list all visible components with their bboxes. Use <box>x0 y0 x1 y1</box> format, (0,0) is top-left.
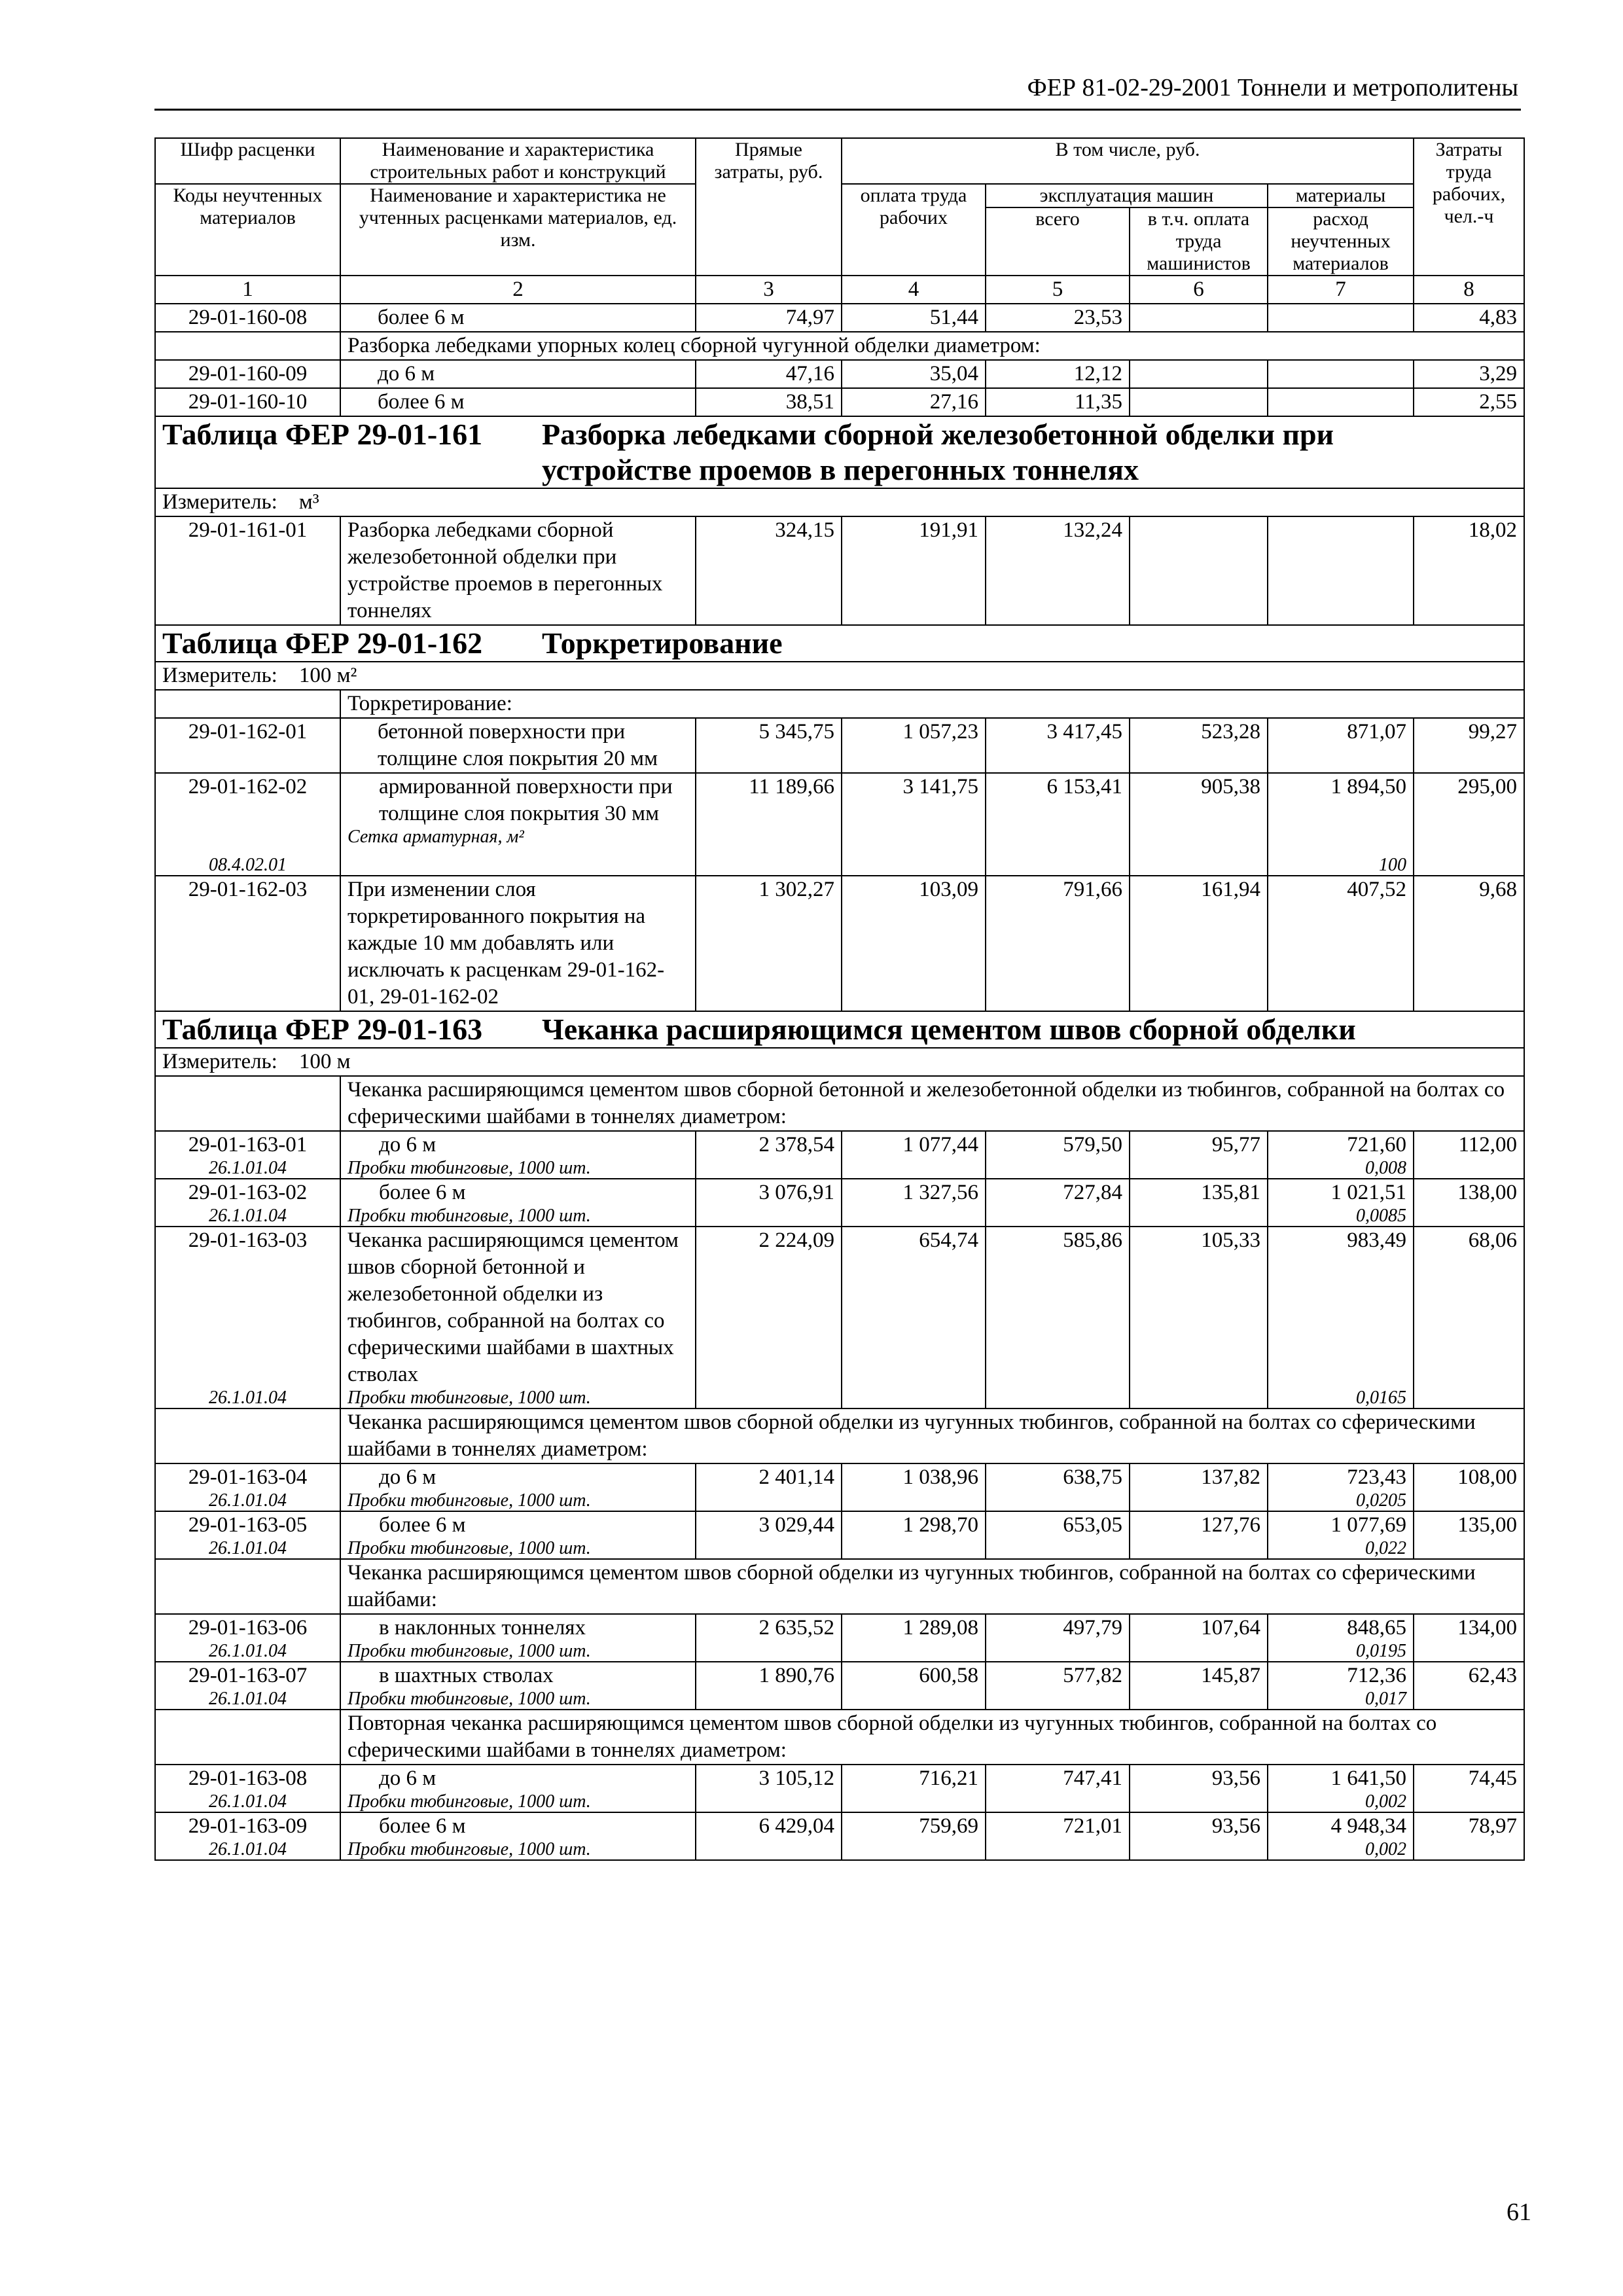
rate-code: 29-01-163-02 <box>188 1181 308 1204</box>
table-section-heading <box>155 416 1524 488</box>
material-code: 26.1.01.04 <box>209 1388 287 1408</box>
direct-cost: 74,97 <box>696 304 842 332</box>
direct-cost: 324,15 <box>696 516 842 625</box>
col-number: 7 <box>1268 276 1414 304</box>
group-row <box>155 1559 1524 1614</box>
machines-total: 747,41 <box>986 1765 1130 1812</box>
rates-table <box>154 137 1525 1861</box>
group-caption: Чеканка расширяющимся цементом швов сборной обделки из чугунных тюбингов, собранной на болтах со сферическими шайбами: <box>340 1559 1524 1614</box>
direct-cost: 2 224,09 <box>696 1227 842 1408</box>
material-qty: 0,0165 <box>1356 1388 1407 1408</box>
machines-wages <box>1130 388 1268 416</box>
group-row <box>155 1710 1524 1765</box>
material-name: Пробки тюбинговые, 1000 шт. <box>348 1388 591 1408</box>
measure-row <box>155 1048 1524 1076</box>
col-machines-total-header: всего <box>986 207 1130 276</box>
material-qty: 100 <box>1379 855 1407 875</box>
table-title: Торкретирование <box>542 626 783 660</box>
table-row <box>155 388 1524 416</box>
measure-unit: 100 м <box>298 1050 351 1073</box>
table-row <box>155 773 1524 876</box>
machines-wages: 93,56 <box>1130 1765 1268 1812</box>
wages: 1 298,70 <box>842 1511 986 1559</box>
rate-code: 29-01-163-01 <box>188 1133 308 1157</box>
wages: 1 289,08 <box>842 1614 986 1662</box>
labor: 134,00 <box>1414 1614 1524 1662</box>
materials: 1 641,50 <box>1330 1767 1407 1790</box>
table-label: Таблица ФЕР 29-01-161 <box>162 418 483 451</box>
material-code: 26.1.01.04 <box>209 1206 287 1226</box>
wages: 654,74 <box>842 1227 986 1408</box>
material-name: Пробки тюбинговые, 1000 шт. <box>348 1206 591 1226</box>
direct-cost: 11 189,66 <box>696 773 842 876</box>
wages: 191,91 <box>842 516 986 625</box>
rate-code: 29-01-160-08 <box>155 304 340 332</box>
material-code: 26.1.01.04 <box>209 1791 287 1812</box>
rate-name: более 6 м <box>379 1181 466 1204</box>
rate-code: 29-01-163-05 <box>188 1513 308 1537</box>
rate-code: 29-01-161-01 <box>155 516 340 625</box>
labor: 68,06 <box>1414 1227 1524 1408</box>
machines-wages: 107,64 <box>1130 1614 1268 1662</box>
rate-code: 29-01-162-01 <box>155 718 340 773</box>
rate-name: до 6 м <box>379 1465 437 1489</box>
col-incl-header: В том числе, руб. <box>842 138 1414 184</box>
running-header: ФЕР 81-02-29-2001 Тоннели и метрополитены <box>1027 74 1518 101</box>
material-code: 26.1.01.04 <box>209 1641 287 1661</box>
rate-name: Чеканка расширяющимся цементом швов сборной бетонной и железобетонной обделки из тюбингов, собранной на болтах со сферическими шайбами в шахтных стволах <box>348 1229 679 1386</box>
machines-total: 132,24 <box>986 516 1130 625</box>
material-name: Пробки тюбинговые, 1000 шт. <box>348 1689 591 1709</box>
wages: 103,09 <box>842 876 986 1011</box>
materials: 4 948,34 <box>1330 1814 1407 1838</box>
materials: 721,60 <box>1347 1133 1407 1157</box>
wages: 51,44 <box>842 304 986 332</box>
col-code-sub-header: Коды неучтенных материалов <box>155 184 340 276</box>
table-row <box>155 1131 1524 1179</box>
machines-total: 12,12 <box>986 360 1130 388</box>
labor: 295,00 <box>1414 773 1524 876</box>
machines-wages <box>1130 516 1268 625</box>
table-row <box>155 1765 1524 1812</box>
col-direct-header: Прямые затраты, руб. <box>696 138 842 276</box>
table-row <box>155 1662 1524 1710</box>
group-row <box>155 1408 1524 1463</box>
material-qty: 0,0085 <box>1356 1206 1407 1226</box>
materials: 848,65 <box>1347 1616 1407 1640</box>
labor: 18,02 <box>1414 516 1524 625</box>
rate-code: 29-01-163-09 <box>188 1814 308 1838</box>
table-row <box>155 876 1524 1011</box>
table-label: Таблица ФЕР 29-01-162 <box>162 626 483 660</box>
wages: 759,69 <box>842 1812 986 1860</box>
table-row <box>155 1463 1524 1511</box>
rate-name: более 6 м <box>340 304 696 332</box>
labor: 108,00 <box>1414 1463 1524 1511</box>
machines-total: 577,82 <box>986 1662 1130 1710</box>
table-row <box>155 516 1524 625</box>
col-number: 5 <box>986 276 1130 304</box>
machines-total: 721,01 <box>986 1812 1130 1860</box>
measure-label: Измеритель: <box>162 490 277 514</box>
direct-cost: 3 105,12 <box>696 1765 842 1812</box>
material-qty: 0,017 <box>1365 1689 1407 1709</box>
col-name-header: Наименование и характеристика строительных работ и конструкций <box>340 138 696 184</box>
table-row <box>155 1179 1524 1227</box>
machines-total: 579,50 <box>986 1131 1130 1179</box>
rate-name: более 6 м <box>340 388 696 416</box>
table-label: Таблица ФЕР 29-01-163 <box>162 1013 483 1046</box>
material-qty: 0,0205 <box>1356 1490 1407 1511</box>
header-rule <box>154 109 1521 111</box>
wages: 1 057,23 <box>842 718 986 773</box>
materials: 983,49 <box>1347 1229 1407 1252</box>
col-number: 1 <box>155 276 340 304</box>
col-number: 3 <box>696 276 842 304</box>
material-name: Пробки тюбинговые, 1000 шт. <box>348 1538 591 1558</box>
direct-cost: 47,16 <box>696 360 842 388</box>
direct-cost: 2 378,54 <box>696 1131 842 1179</box>
direct-cost: 2 401,14 <box>696 1463 842 1511</box>
rate-name: более 6 м <box>379 1814 466 1838</box>
table-header-row-1 <box>155 138 1524 184</box>
rate-code: 29-01-163-03 <box>188 1229 308 1252</box>
table-section-heading <box>155 625 1524 662</box>
machines-wages: 137,82 <box>1130 1463 1268 1511</box>
col-labor-header: Затраты труда рабочих, чел.-ч <box>1414 138 1524 276</box>
table-row <box>155 718 1524 773</box>
materials <box>1268 304 1414 332</box>
table-row <box>155 304 1524 332</box>
rate-code: 29-01-162-02 <box>188 775 308 798</box>
labor: 112,00 <box>1414 1131 1524 1179</box>
material-code: 26.1.01.04 <box>209 1158 287 1178</box>
measure-label: Измеритель: <box>162 1050 277 1073</box>
machines-wages: 905,38 <box>1130 773 1268 876</box>
direct-cost: 5 345,75 <box>696 718 842 773</box>
materials <box>1268 388 1414 416</box>
labor: 74,45 <box>1414 1765 1524 1812</box>
group-row <box>155 690 1524 718</box>
labor: 99,27 <box>1414 718 1524 773</box>
materials: 723,43 <box>1347 1465 1407 1489</box>
col-code-header: Шифр расценки <box>155 138 340 184</box>
material-qty: 0,008 <box>1365 1158 1407 1178</box>
labor: 135,00 <box>1414 1511 1524 1559</box>
direct-cost: 1 890,76 <box>696 1662 842 1710</box>
rate-name: бетонной поверхности при толщине слоя покрытия 20 мм <box>340 718 696 773</box>
material-name: Пробки тюбинговые, 1000 шт. <box>348 1490 591 1511</box>
labor: 9,68 <box>1414 876 1524 1011</box>
machines-wages: 105,33 <box>1130 1227 1268 1408</box>
materials <box>1268 360 1414 388</box>
col-number: 2 <box>340 276 696 304</box>
rate-code: 29-01-163-06 <box>188 1616 308 1640</box>
wages: 600,58 <box>842 1662 986 1710</box>
labor: 4,83 <box>1414 304 1524 332</box>
direct-cost: 38,51 <box>696 388 842 416</box>
direct-cost: 2 635,52 <box>696 1614 842 1662</box>
page-number: 61 <box>1507 2198 1531 2226</box>
rate-code: 29-01-163-07 <box>188 1664 308 1687</box>
wages: 1 077,44 <box>842 1131 986 1179</box>
rate-name: в наклонных тоннелях <box>379 1616 586 1640</box>
table-row <box>155 1614 1524 1662</box>
machines-total: 653,05 <box>986 1511 1130 1559</box>
materials: 407,52 <box>1268 876 1414 1011</box>
col-wages-header: оплата труда рабочих <box>842 184 986 276</box>
rate-code: 29-01-160-10 <box>155 388 340 416</box>
machines-wages: 145,87 <box>1130 1662 1268 1710</box>
machines-wages: 161,94 <box>1130 876 1268 1011</box>
rate-name: При изменении слоя торкретированного покрытия на каждые 10 мм добавлять или исключать к расценкам 29-01-162-01, 29-01-162-02 <box>340 876 696 1011</box>
machines-total: 727,84 <box>986 1179 1130 1227</box>
wages: 1 038,96 <box>842 1463 986 1511</box>
wages: 1 327,56 <box>842 1179 986 1227</box>
material-name: Сетка арматурная, м² <box>348 827 524 847</box>
wages: 716,21 <box>842 1765 986 1812</box>
machines-total: 6 153,41 <box>986 773 1130 876</box>
machines-wages: 93,56 <box>1130 1812 1268 1860</box>
material-name: Пробки тюбинговые, 1000 шт. <box>348 1641 591 1661</box>
group-caption: Чеканка расширяющимся цементом швов сборной обделки из чугунных тюбингов, собранной на болтах со сферическими шайбами в тоннелях диаметром: <box>340 1408 1524 1463</box>
rate-name: до 6 м <box>340 360 696 388</box>
rate-code: 29-01-163-08 <box>188 1767 308 1790</box>
col-machines-header: эксплуатация машин <box>986 184 1268 207</box>
rate-name: армированной поверхности при толщине слоя покрытия 30 мм <box>379 775 673 825</box>
labor: 62,43 <box>1414 1662 1524 1710</box>
direct-cost: 3 029,44 <box>696 1511 842 1559</box>
group-caption: Разборка лебедками упорных колец сборной чугунной обделки диаметром: <box>340 332 1524 360</box>
material-code: 08.4.02.01 <box>209 855 287 875</box>
rate-name: до 6 м <box>379 1767 437 1790</box>
material-qty: 0,0195 <box>1356 1641 1407 1661</box>
machines-total: 11,35 <box>986 388 1130 416</box>
measure-row <box>155 662 1524 690</box>
table-row <box>155 1227 1524 1408</box>
machines-total: 791,66 <box>986 876 1130 1011</box>
col-materials-header: материалы <box>1268 184 1414 207</box>
machines-wages: 95,77 <box>1130 1131 1268 1179</box>
table-title: Чеканка расширяющимся цементом швов сборной обделки <box>542 1013 1356 1046</box>
labor: 138,00 <box>1414 1179 1524 1227</box>
group-caption: Торкретирование: <box>340 690 1524 718</box>
materials: 1 894,50 <box>1330 775 1407 798</box>
materials: 1 077,69 <box>1330 1513 1407 1537</box>
rate-code: 29-01-163-04 <box>188 1465 308 1489</box>
table-title-cont: устройстве проемов в перегонных тоннелях <box>542 453 1139 486</box>
measure-row <box>155 488 1524 516</box>
material-code: 26.1.01.04 <box>209 1490 287 1511</box>
group-row <box>155 332 1524 360</box>
table-section-heading <box>155 1011 1524 1048</box>
measure-label: Измеритель: <box>162 664 277 687</box>
machines-total: 497,79 <box>986 1614 1130 1662</box>
col-materials-sub-header: расход неучтенных материалов <box>1268 207 1414 276</box>
labor: 3,29 <box>1414 360 1524 388</box>
machines-wages: 523,28 <box>1130 718 1268 773</box>
material-qty: 0,002 <box>1365 1791 1407 1812</box>
wages: 3 141,75 <box>842 773 986 876</box>
table-row <box>155 360 1524 388</box>
rate-name: в шахтных стволах <box>379 1664 554 1687</box>
col-name-sub-header: Наименование и характеристика не учтенных расценками материалов, ед. изм. <box>340 184 696 276</box>
rate-name: Разборка лебедками сборной железобетонной обделки при устройстве проемов в перегонных тоннелях <box>340 516 696 625</box>
rate-code: 29-01-162-03 <box>155 876 340 1011</box>
material-code: 26.1.01.04 <box>209 1839 287 1859</box>
table-row <box>155 1511 1524 1559</box>
column-numbers-row <box>155 276 1524 304</box>
material-qty: 0,022 <box>1365 1538 1407 1558</box>
machines-wages <box>1130 304 1268 332</box>
direct-cost: 3 076,91 <box>696 1179 842 1227</box>
measure-unit: 100 м² <box>298 664 357 687</box>
col-machines-wages-header: в т.ч. оплата труда машинистов <box>1130 207 1268 276</box>
materials: 712,36 <box>1347 1664 1407 1687</box>
direct-cost: 6 429,04 <box>696 1812 842 1860</box>
material-code: 26.1.01.04 <box>209 1689 287 1709</box>
machines-wages: 127,76 <box>1130 1511 1268 1559</box>
labor: 2,55 <box>1414 388 1524 416</box>
machines-total: 3 417,45 <box>986 718 1130 773</box>
material-code: 26.1.01.04 <box>209 1538 287 1558</box>
measure-unit: м³ <box>298 490 319 514</box>
table-row <box>155 1812 1524 1860</box>
machines-total: 585,86 <box>986 1227 1130 1408</box>
machines-wages: 135,81 <box>1130 1179 1268 1227</box>
material-name: Пробки тюбинговые, 1000 шт. <box>348 1158 591 1178</box>
wages: 27,16 <box>842 388 986 416</box>
materials: 1 021,51 <box>1330 1181 1407 1204</box>
col-number: 8 <box>1414 276 1524 304</box>
direct-cost: 1 302,27 <box>696 876 842 1011</box>
labor: 78,97 <box>1414 1812 1524 1860</box>
col-number: 6 <box>1130 276 1268 304</box>
machines-total: 638,75 <box>986 1463 1130 1511</box>
wages: 35,04 <box>842 360 986 388</box>
materials: 871,07 <box>1268 718 1414 773</box>
col-number: 4 <box>842 276 986 304</box>
machines-total: 23,53 <box>986 304 1130 332</box>
rate-code: 29-01-160-09 <box>155 360 340 388</box>
material-name: Пробки тюбинговые, 1000 шт. <box>348 1791 591 1812</box>
material-name: Пробки тюбинговые, 1000 шт. <box>348 1839 591 1859</box>
group-row <box>155 1076 1524 1131</box>
group-caption: Повторная чеканка расширяющимся цементом швов сборной обделки из чугунных тюбингов, собранной на болтах со сферическими шайбами в тоннелях диаметром: <box>340 1710 1524 1765</box>
rate-name: более 6 м <box>379 1513 466 1537</box>
material-qty: 0,002 <box>1365 1839 1407 1859</box>
machines-wages <box>1130 360 1268 388</box>
group-caption: Чеканка расширяющимся цементом швов сборной бетонной и железобетонной обделки из тюбингов, собранной на болтах со сферическими шайбами в тоннелях диаметром: <box>340 1076 1524 1131</box>
materials <box>1268 516 1414 625</box>
table-title: Разборка лебедками сборной железобетонной обделки при <box>542 418 1334 451</box>
rate-name: до 6 м <box>379 1133 437 1157</box>
